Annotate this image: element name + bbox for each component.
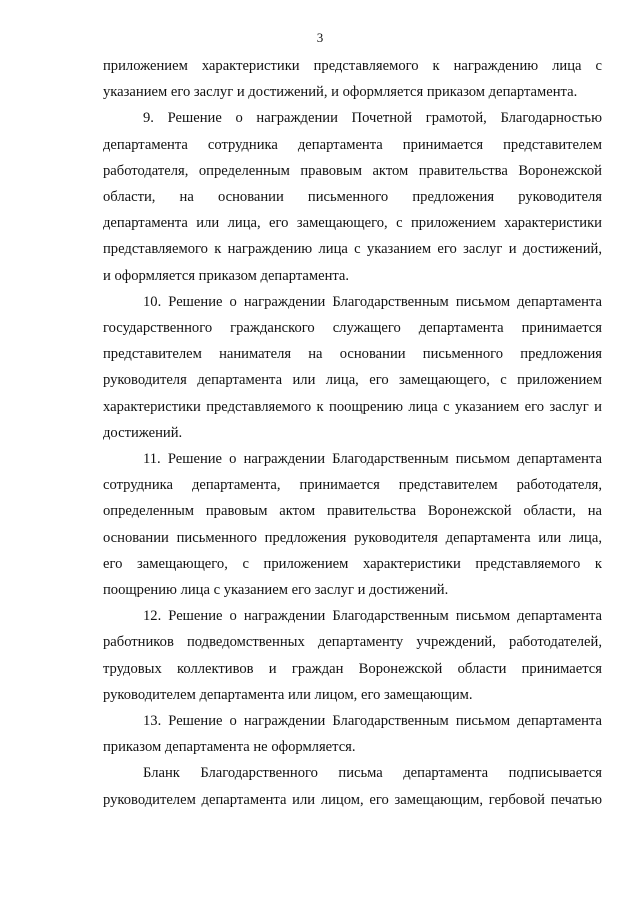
paragraph — [103, 289, 602, 446]
text-line: 11. Решение о награждении Благодарственным письмом департамента — [143, 451, 602, 468]
page-number: 3 — [316, 30, 324, 45]
paragraph — [103, 446, 602, 603]
text-line: приказом департамента не оформляется. — [103, 739, 356, 756]
text-line: департамента сотрудника департамента принимается представителем — [103, 136, 602, 153]
paragraph — [103, 760, 602, 812]
text-line: 13. Решение о награждении Благодарственным письмом департамента — [143, 713, 602, 730]
text-line: руководителя департамента или лица, его замещающего, с приложением — [103, 372, 602, 389]
text-line: 10. Решение о награждении Благодарственным письмом департамента — [143, 293, 602, 310]
text-line: представляемого к награждению лица с указанием его заслуг и достижений, — [103, 241, 602, 258]
text-line: департамента или лица, его замещающего, с приложением характеристики — [103, 215, 602, 232]
text-line: руководителем департамента или лицом, его замещающим, гербовой печатью — [103, 791, 602, 808]
text-line: приложением характеристики представляемого к награждению лица с — [103, 58, 602, 74]
text-line: определенным правовым актом правительства Воронежской области, на — [103, 503, 602, 520]
text-line: поощрению лица с указанием его заслуг и достижений. — [103, 582, 449, 599]
text-line: Бланк Благодарственного письма департамента подписывается — [143, 765, 602, 782]
paragraph — [103, 603, 602, 708]
paragraph — [103, 708, 602, 760]
text-line: государственного гражданского служащего департамента принимается — [103, 320, 602, 337]
text-line: указанием его заслуг и достижений, и оформляется приказом департамента. — [103, 84, 578, 101]
text-line: 12. Решение о награждении Благодарственным письмом департамента — [143, 608, 602, 625]
text-line: области, на основании письменного предложения руководителя — [103, 189, 602, 206]
text-line: его замещающего, с приложением характеристики представляемого к — [103, 555, 602, 572]
text-line: характеристики представляемого к поощрению лица с указанием его заслуг и — [103, 398, 602, 415]
text-line: 9. Решение о награждении Почетной грамотой, Благодарностью — [143, 110, 602, 127]
text-line: и оформляется приказом департамента. — [103, 267, 350, 284]
text-line: достижений. — [103, 424, 183, 441]
text-line: работодателя, определенным правовым актом правительства Воронежской — [103, 162, 602, 179]
text-line: трудовых коллективов и граждан Воронежской области принимается — [103, 660, 602, 677]
paragraph — [103, 53, 602, 105]
paragraph — [103, 105, 602, 288]
text-line: сотрудника департамента, принимается представителем работодателя, — [103, 477, 602, 494]
text-line: руководителем департамента или лицом, его замещающим. — [103, 686, 473, 703]
text-line: представителем нанимателя на основании письменного предложения — [103, 346, 602, 363]
text-line: основании письменного предложения руководителя департамента или лица, — [103, 529, 602, 546]
document-body — [103, 53, 602, 813]
text-line: работников подведомственных департаменту учреждений, работодателей, — [103, 634, 602, 651]
